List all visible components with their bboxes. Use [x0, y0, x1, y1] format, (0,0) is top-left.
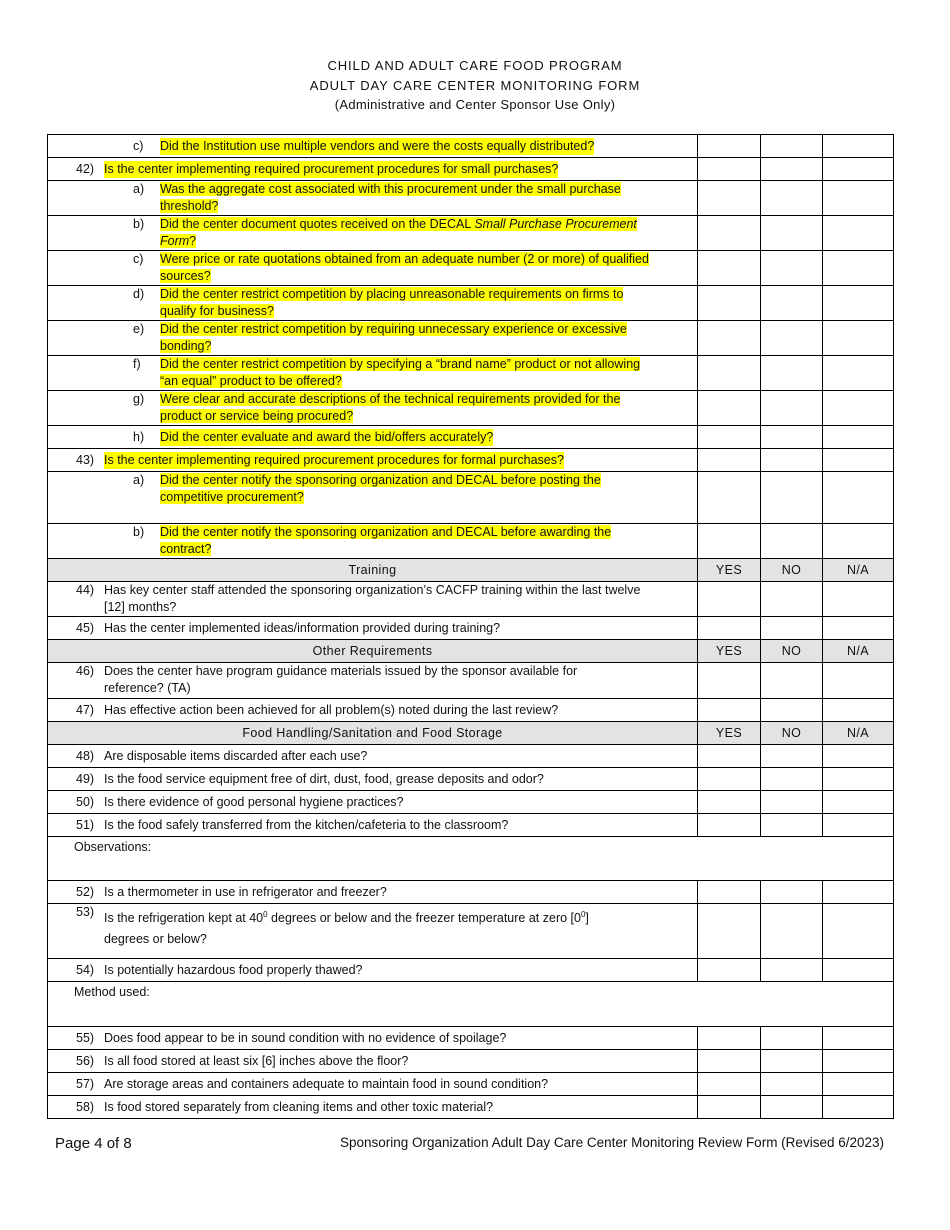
answer-no-cell[interactable]	[761, 181, 823, 216]
section-title: Food Handling/Sanitation and Food Storage	[48, 722, 698, 745]
question-text: Is there evidence of good personal hygiene practices?	[104, 795, 404, 809]
answer-na-cell[interactable]	[823, 426, 894, 449]
question-row-42b	[48, 216, 894, 251]
section-title: Training	[48, 559, 698, 582]
answer-yes-cell[interactable]	[698, 1073, 761, 1096]
answer-yes-cell[interactable]	[698, 699, 761, 722]
question-number: 45)	[76, 621, 95, 635]
question-row-41c	[48, 135, 894, 158]
col-no-label: NO	[761, 722, 823, 745]
observations-label: Observations:	[74, 840, 152, 854]
question-text-line2: [12] months?	[104, 600, 177, 614]
answer-na-cell[interactable]	[823, 356, 894, 391]
answer-na-cell[interactable]	[823, 1073, 894, 1096]
question-row-45	[48, 617, 894, 640]
answer-no-cell[interactable]	[761, 814, 823, 837]
answer-no-cell[interactable]	[761, 582, 823, 617]
question-row-42h	[48, 426, 894, 449]
item-letter: g)	[133, 392, 145, 406]
item-letter: f)	[133, 357, 141, 371]
question-row-55	[48, 1027, 894, 1050]
question-row-42c	[48, 251, 894, 286]
question-row-47	[48, 699, 894, 722]
question-text-line1: Has key center staff attended the sponsoring organization’s CACFP training within the last twelve	[104, 583, 641, 597]
answer-na-cell[interactable]	[823, 791, 894, 814]
answer-na-cell[interactable]	[823, 663, 894, 699]
question-text-line2: contract?	[160, 542, 212, 556]
answer-no-cell[interactable]	[761, 1073, 823, 1096]
method-used-field[interactable]	[48, 982, 894, 1027]
question-text: Is the center implementing required procurement procedures for small purchases?	[104, 162, 559, 176]
question-row-42a	[48, 181, 894, 216]
question-row-56	[48, 1050, 894, 1073]
question-text-line1: Did the center notify the sponsoring organization and DECAL before awarding the	[160, 525, 612, 539]
answer-no-cell[interactable]	[761, 1027, 823, 1050]
answer-no-cell[interactable]	[761, 158, 823, 181]
answer-na-cell[interactable]	[823, 814, 894, 837]
answer-no-cell[interactable]	[761, 663, 823, 699]
answer-na-cell[interactable]	[823, 449, 894, 472]
question-row-43b	[48, 524, 894, 559]
question-text-line1: Did the center restrict competition by specifying a “brand name” product or not allowing	[160, 357, 641, 371]
question-text: Is the food safely transferred from the kitchen/cafeteria to the classroom?	[104, 818, 509, 832]
answer-yes-cell[interactable]	[698, 158, 761, 181]
answer-yes-cell[interactable]	[698, 356, 761, 391]
question-text: Is a thermometer in use in refrigerator and freezer?	[104, 885, 387, 899]
answer-na-cell[interactable]	[823, 286, 894, 321]
form-name-italic: Small Purchase Procurement	[474, 217, 637, 231]
question-text-line2: threshold?	[160, 199, 219, 213]
question-text-line1: Did the center restrict competition by placing unreasonable requirements on firms to	[160, 287, 624, 301]
item-letter: h)	[133, 430, 145, 444]
item-letter: b)	[133, 525, 145, 539]
question-number: 55)	[76, 1031, 95, 1045]
answer-no-cell[interactable]	[761, 1050, 823, 1073]
col-yes-label: YES	[698, 722, 761, 745]
question-number: 42)	[76, 162, 95, 176]
header-program: CHILD AND ADULT CARE FOOD PROGRAM	[327, 58, 623, 73]
question-row-50	[48, 791, 894, 814]
question-row-58	[48, 1096, 894, 1119]
answer-na-cell[interactable]	[823, 391, 894, 426]
answer-yes-cell[interactable]	[698, 251, 761, 286]
question-text: Is all food stored at least six [6] inches above the floor?	[104, 1054, 409, 1068]
answer-no-cell[interactable]	[761, 904, 823, 959]
question-text: Is the food service equipment free of dirt, dust, food, grease deposits and odor?	[104, 772, 544, 786]
item-letter: d)	[133, 287, 145, 301]
question-number: 43)	[76, 453, 95, 467]
answer-na-cell[interactable]	[823, 768, 894, 791]
question-text-line1: Were clear and accurate descriptions of the technical requirements provided for the	[160, 392, 621, 406]
answer-na-cell[interactable]	[823, 321, 894, 356]
answer-no-cell[interactable]	[761, 768, 823, 791]
answer-no-cell[interactable]	[761, 286, 823, 321]
col-yes-label: YES	[698, 640, 761, 663]
question-text-line2: product or service being procured?	[160, 409, 354, 423]
question-text-line2: bonding?	[160, 339, 212, 353]
answer-yes-cell[interactable]	[698, 617, 761, 640]
question-row-52	[48, 881, 894, 904]
question-text: Did the Institution use multiple vendors and were the costs equally distributed?	[160, 139, 595, 153]
question-number: 48)	[76, 749, 95, 763]
question-number: 44)	[76, 583, 95, 597]
question-number: 53)	[76, 905, 95, 919]
question-text-line1: Did the center restrict competition by requiring unnecessary experience or excessive	[160, 322, 627, 336]
question-number: 58)	[76, 1100, 95, 1114]
question-row-54	[48, 959, 894, 982]
header-form-title: ADULT DAY CARE CENTER MONITORING FORM	[309, 78, 641, 93]
answer-yes-cell[interactable]	[698, 426, 761, 449]
question-text-line1: Were price or rate quotations obtained from an adequate number (2 or more) of qualified	[160, 252, 649, 266]
answer-no-cell[interactable]	[761, 959, 823, 982]
answer-yes-cell[interactable]	[698, 135, 761, 158]
answer-na-cell[interactable]	[823, 524, 894, 559]
method-used-label: Method used:	[74, 985, 150, 999]
question-text-line1: Does the center have program guidance materials issued by the sponsor available for	[104, 664, 578, 678]
col-na-label: N/A	[823, 722, 894, 745]
item-letter: a)	[133, 473, 145, 487]
answer-yes-cell[interactable]	[698, 904, 761, 959]
answer-yes-cell[interactable]	[698, 1027, 761, 1050]
question-text: Is food stored separately from cleaning items and other toxic material?	[104, 1100, 494, 1114]
method-used-row	[48, 982, 894, 1027]
answer-no-cell[interactable]	[761, 449, 823, 472]
item-letter: e)	[133, 322, 145, 336]
answer-na-cell[interactable]	[823, 582, 894, 617]
answer-no-cell[interactable]	[761, 426, 823, 449]
answer-na-cell[interactable]	[823, 1027, 894, 1050]
question-text-line2: “an equal” product to be offered?	[160, 374, 342, 388]
answer-na-cell[interactable]	[823, 699, 894, 722]
answer-na-cell[interactable]	[823, 1050, 894, 1073]
answer-no-cell[interactable]	[761, 745, 823, 768]
answer-na-cell[interactable]	[823, 251, 894, 286]
answer-no-cell[interactable]	[761, 791, 823, 814]
question-text: Did the center evaluate and award the bid/offers accurately?	[160, 430, 494, 444]
observations-field[interactable]	[48, 837, 894, 881]
item-letter: c)	[133, 139, 144, 153]
page-number: Page 4 of 8	[55, 1135, 132, 1152]
form-name-italic-cont: Form	[160, 234, 190, 248]
answer-yes-cell[interactable]	[698, 391, 761, 426]
question-row-57	[48, 1073, 894, 1096]
answer-no-cell[interactable]	[761, 391, 823, 426]
answer-na-cell[interactable]	[823, 1096, 894, 1119]
header-usage-note: (Administrative and Center Sponsor Use Only)	[334, 97, 616, 112]
answer-yes-cell[interactable]	[698, 286, 761, 321]
answer-na-cell[interactable]	[823, 745, 894, 768]
answer-na-cell[interactable]	[823, 881, 894, 904]
monitoring-form-table	[47, 134, 894, 1119]
footer-form-title: Sponsoring Organization Adult Day Care Center Monitoring Review Form (Revised 6/2023)	[339, 1135, 884, 1150]
col-no-label: NO	[761, 559, 823, 582]
question-number: 46)	[76, 664, 95, 678]
question-text: Has effective action been achieved for all problem(s) noted during the last review?	[104, 703, 559, 717]
question-row-42e	[48, 321, 894, 356]
answer-no-cell[interactable]	[761, 881, 823, 904]
answer-na-cell[interactable]	[823, 158, 894, 181]
answer-na-cell[interactable]	[823, 181, 894, 216]
question-number: 56)	[76, 1054, 95, 1068]
question-number: 54)	[76, 963, 95, 977]
question-text-line1: Did the center document quotes received on the DECAL	[160, 217, 475, 231]
answer-yes-cell[interactable]	[698, 959, 761, 982]
question-text-line2: sources?	[160, 269, 211, 283]
answer-na-cell[interactable]	[823, 135, 894, 158]
question-number: 50)	[76, 795, 95, 809]
answer-yes-cell[interactable]	[698, 524, 761, 559]
answer-no-cell[interactable]	[761, 699, 823, 722]
question-row-43a	[48, 472, 894, 524]
section-header-other	[48, 640, 894, 663]
answer-na-cell[interactable]	[823, 472, 894, 524]
question-text: Is the center implementing required procurement procedures for formal purchases?	[104, 453, 564, 467]
col-na-label: N/A	[823, 559, 894, 582]
answer-yes-cell[interactable]	[698, 216, 761, 251]
question-text-line2: reference? (TA)	[104, 681, 191, 695]
answer-yes-cell[interactable]	[698, 768, 761, 791]
answer-no-cell[interactable]	[761, 216, 823, 251]
question-text-line1a: Is the refrigeration kept at 40	[104, 911, 264, 926]
answer-no-cell[interactable]	[761, 356, 823, 391]
question-mark: ?	[189, 234, 197, 248]
answer-yes-cell[interactable]	[698, 472, 761, 524]
answer-no-cell[interactable]	[761, 524, 823, 559]
observations-row	[48, 837, 894, 881]
answer-na-cell[interactable]	[823, 216, 894, 251]
question-row-42	[48, 158, 894, 181]
question-row-49	[48, 768, 894, 791]
question-text-line1c: ]	[585, 911, 589, 926]
question-text: Does food appear to be in sound condition with no evidence of spoilage?	[104, 1031, 507, 1045]
question-row-42g	[48, 391, 894, 426]
question-number: 57)	[76, 1077, 95, 1091]
answer-yes-cell[interactable]	[698, 1050, 761, 1073]
answer-no-cell[interactable]	[761, 321, 823, 356]
question-text: Are storage areas and containers adequate to maintain food in sound condition?	[104, 1077, 549, 1091]
section-header-food	[48, 722, 894, 745]
question-text: Is potentially hazardous food properly thawed?	[104, 963, 363, 977]
question-number: 47)	[76, 703, 95, 717]
answer-no-cell[interactable]	[761, 617, 823, 640]
question-number: 52)	[76, 885, 95, 899]
question-row-42f	[48, 356, 894, 391]
question-row-51	[48, 814, 894, 837]
answer-no-cell[interactable]	[761, 1096, 823, 1119]
question-number: 49)	[76, 772, 95, 786]
answer-yes-cell[interactable]	[698, 1096, 761, 1119]
answer-no-cell[interactable]	[761, 135, 823, 158]
col-yes-label: YES	[698, 559, 761, 582]
question-text-line2: competitive procurement?	[160, 490, 304, 504]
col-no-label: NO	[761, 640, 823, 663]
item-letter: a)	[133, 182, 145, 196]
answer-yes-cell[interactable]	[698, 321, 761, 356]
item-letter: b)	[133, 217, 145, 231]
question-text-line2: degrees or below?	[104, 932, 207, 947]
item-letter: c)	[133, 252, 144, 266]
answer-no-cell[interactable]	[761, 472, 823, 524]
answer-na-cell[interactable]	[823, 617, 894, 640]
answer-na-cell[interactable]	[823, 904, 894, 959]
degree-superscript: 0	[263, 910, 268, 919]
question-text-line2: qualify for business?	[160, 304, 274, 318]
question-text-line1: Was the aggregate cost associated with this procurement under the small purchase	[160, 182, 621, 196]
question-row-42d	[48, 286, 894, 321]
question-text: Are disposable items discarded after each use?	[104, 749, 368, 763]
question-row-44	[48, 582, 894, 617]
section-title: Other Requirements	[48, 640, 698, 663]
question-text-line1b: degrees or below and the freezer temperature at zero [0	[267, 911, 581, 926]
answer-na-cell[interactable]	[823, 959, 894, 982]
question-text-line1: Did the center notify the sponsoring organization and DECAL before posting the	[160, 473, 601, 487]
answer-yes-cell[interactable]	[698, 582, 761, 617]
question-row-43	[48, 449, 894, 472]
answer-yes-cell[interactable]	[698, 791, 761, 814]
question-row-48	[48, 745, 894, 768]
question-row-46	[48, 663, 894, 699]
answer-no-cell[interactable]	[761, 251, 823, 286]
answer-yes-cell[interactable]	[698, 449, 761, 472]
answer-yes-cell[interactable]	[698, 663, 761, 699]
answer-yes-cell[interactable]	[698, 181, 761, 216]
section-header-training	[48, 559, 894, 582]
question-number: 51)	[76, 818, 95, 832]
col-na-label: N/A	[823, 640, 894, 663]
degree-superscript-2: 0	[580, 910, 586, 919]
answer-yes-cell[interactable]	[698, 814, 761, 837]
question-row-53	[48, 904, 894, 959]
answer-yes-cell[interactable]	[698, 881, 761, 904]
answer-yes-cell[interactable]	[698, 745, 761, 768]
question-text: Has the center implemented ideas/information provided during training?	[104, 621, 501, 635]
